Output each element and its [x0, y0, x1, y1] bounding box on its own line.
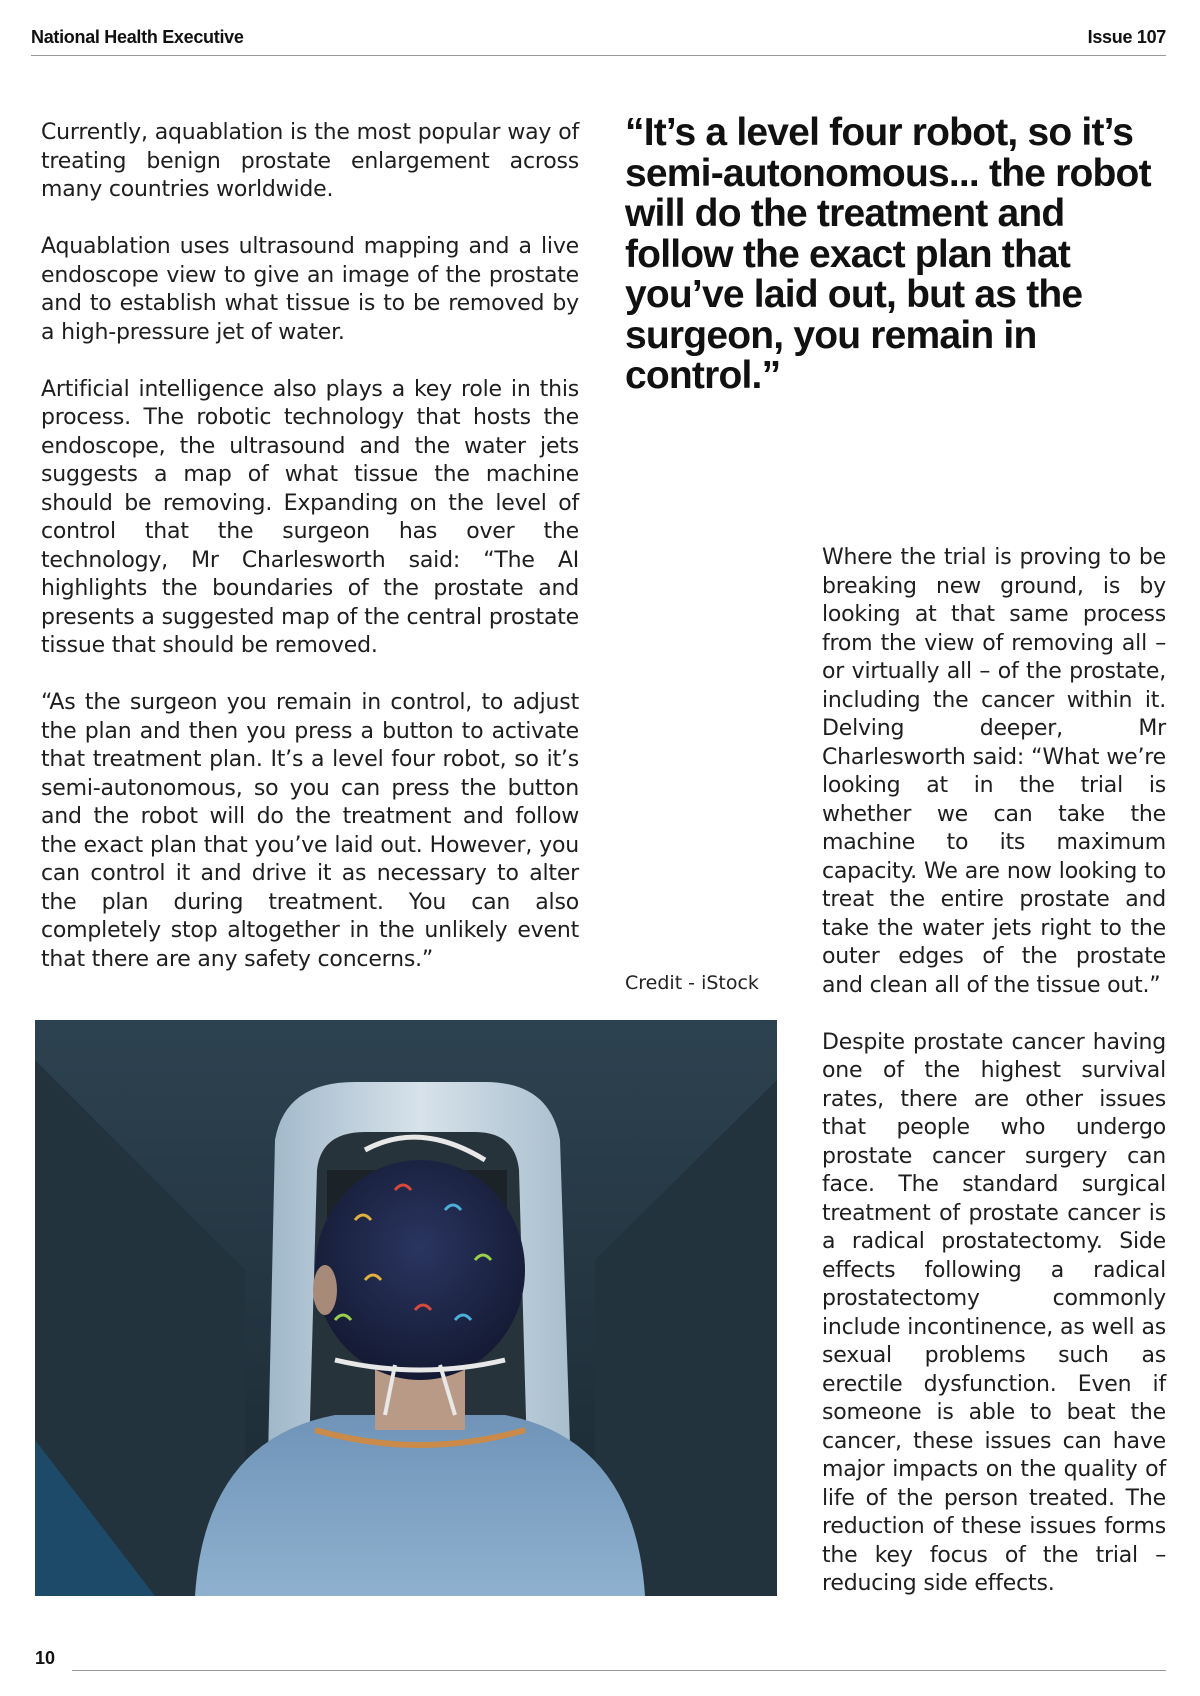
issue-number: Issue 107	[1087, 27, 1166, 47]
paragraph-trial-ground: Where the trial is proving to be breaking new ground, is by looking at that same process from the view of removing all – or virtually all – of the prostate, including the cancer within it. Delving deeper, Mr Charlesworth said: “What we’re looking at in the trial is whether we can take the machine to its maximum capacity. We are now looking to treat the entire prostate and take the water jets right to the outer edges of the prostate and clean all of the tissue out.”	[822, 545, 1166, 998]
left-article-column	[41, 119, 579, 1003]
pull-quote: “It’s a level four robot, so it’s semi-autonomous... the robot will do the treatment and follow the exact plan that you’ve laid out, but as the surgeon, you remain in control.”	[625, 111, 1151, 397]
page-header	[0, 0, 1200, 60]
paragraph-aquablation-method: Aquablation uses ultrasound mapping and a live endoscope view to give an image of the prostate and to establish what tissue is to be removed by a high-pressure jet of water.	[41, 234, 579, 345]
publication-title: National Health Executive	[31, 27, 244, 47]
right-article-column	[822, 544, 1166, 1627]
paragraph-aquablation-intro: Currently, aquablation is the most popular way of treating benign prostate enlargement across many countries worldwide.	[41, 120, 579, 202]
paragraph-artificial-intelligence: Artificial intelligence also plays a key role in this process. The robotic technology that hosts the endoscope, the ultrasound and the water jets suggests a map of what tissue the machine should be removing. Expanding on the level of control that the surgeon has over the technology, Mr Charlesworth said: “The AI highlights the boundaries of the prostate and presents a suggested map of the central prostate tissue that should be removed.	[41, 376, 579, 658]
image-credit: Credit - iStock	[625, 972, 759, 994]
header-divider	[31, 55, 1166, 56]
paragraph-side-effects: Despite prostate cancer having one of the highest survival rates, there are other issues that people who undergo prostate cancer surgery can face. The standard surgical treatment of prostate cancer is a radical prostatectomy. Side effects following a radical prostatectomy commonly include incontinence, as well as sexual problems such as erectile dysfunction. Even if someone is able to beat the cancer, these issues can have major impacts on the quality of life of the person treated. The reduction of these issues forms the key focus of the trial – reducing side effects.	[822, 1029, 1166, 1596]
page-number: 10	[35, 1648, 56, 1668]
paragraph-surgeon-control-quote: “As the surgeon you remain in control, to adjust the plan and then you press a button to activate that treatment plan. It’s a level four robot, so it’s semi-autonomous, so you can press the button and the robot will do the treatment and follow the exact plan that you’ve laid out. However, you can control it and drive it as necessary to alter the plan during treatment. You can also completely stop altogether in the unlikely event that there are any safety concerns.”	[41, 690, 579, 972]
surgeon-console-photo	[35, 1020, 777, 1596]
footer-divider	[72, 1670, 1166, 1671]
